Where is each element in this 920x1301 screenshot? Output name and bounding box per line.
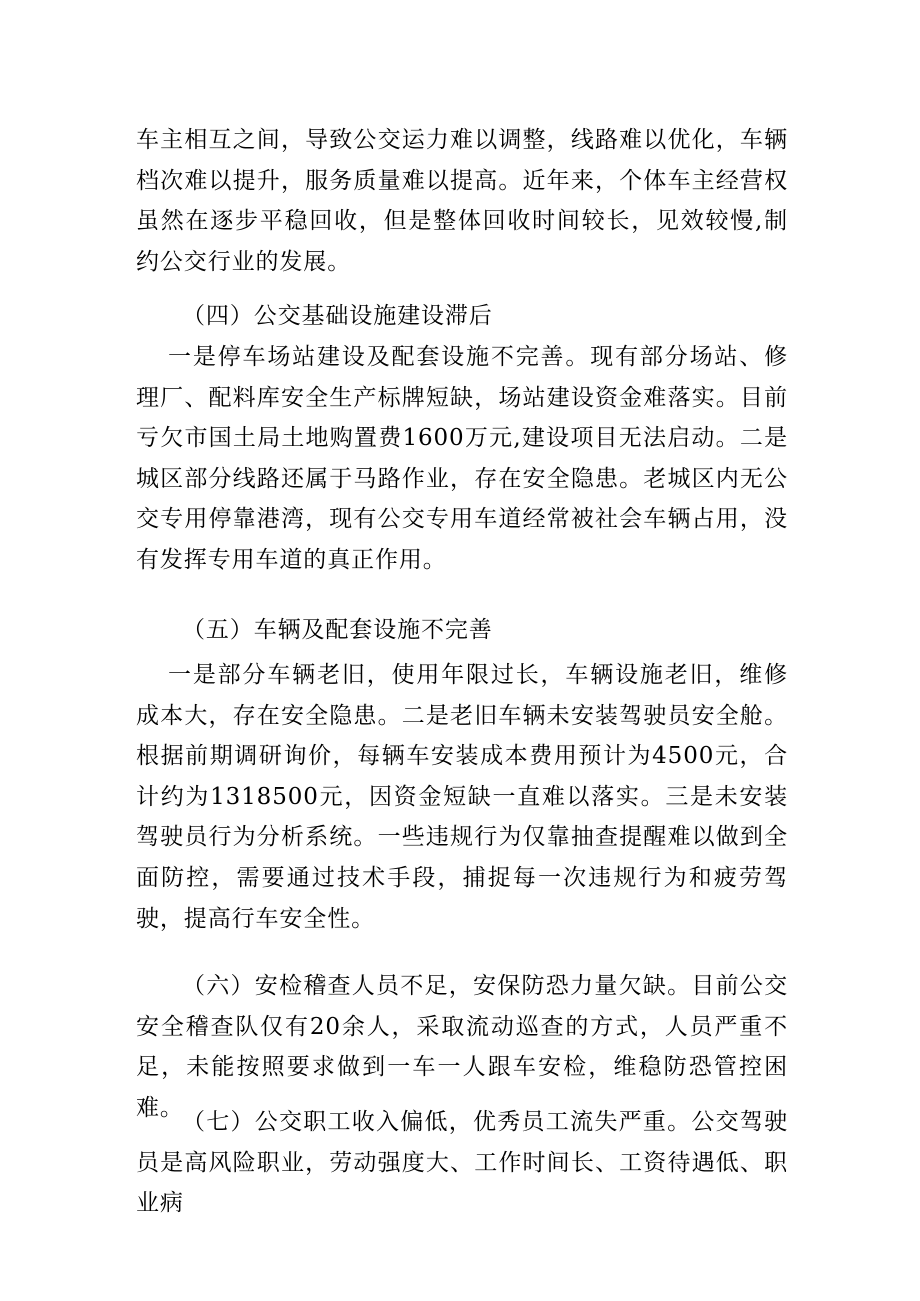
paragraph-vehicles: 一是部分车辆老旧，使用年限过长，车辆设施老旧，维修成本大，存在安全隐患。二是老旧车辆未安装驾驶员安全舱。根据前期调研询价，每辆车安装成本费用预计为4500元，合计约为1318500元，因资金短缺一直难以落实。三是未安装驾驶员行为分析系统。一些违规行为仅靠抽查提醒难以做到全面防控，需要通过技术手段，捕捉每一次违规行为和疲劳驾驶，提高行车安全性。	[136, 662, 788, 932]
paragraph-infrastructure: 一是停车场站建设及配套设施不完善。现有部分场站、修理厂、配料库安全生产标牌短缺，场站建设资金难落实。目前亏欠市国土局土地购置费1600万元,建设项目无法启动。二是城区部分线路还属于马路作业，存在安全隐患。老城区内无公交专用停靠港湾，现有公交专用车道经常被社会车辆占用，没有发挥专用车道的真正作用。	[136, 344, 788, 573]
heading-section-5: （五）车辆及配套设施不完善	[182, 617, 493, 643]
heading-section-4: （四）公交基础设施建设滞后	[182, 303, 493, 329]
paragraph-section-6: （六）安检稽查人员不足，安保防恐力量欠缺。目前公交安全稽查队仅有20余人，采取流动巡查的方式，人员严重不足，未能按照要求做到一车一人跟车安检，维稳防恐管控困难。	[136, 973, 788, 1121]
paragraph-section-7: （七）公交职工收入偏低，优秀员工流失严重。公交驾驶员是高风险职业，劳动强度大、工作时间长、工资待遇低、职业病	[136, 1109, 788, 1217]
paragraph-individual-owners: 车主相互之间，导致公交运力难以调整，线路难以优化，车辆档次难以提升，服务质量难以提高。近年来，个体车主经营权虽然在逐步平稳回收，但是整体回收时间较长，见效较慢,制约公交行业的发展。	[136, 127, 788, 275]
